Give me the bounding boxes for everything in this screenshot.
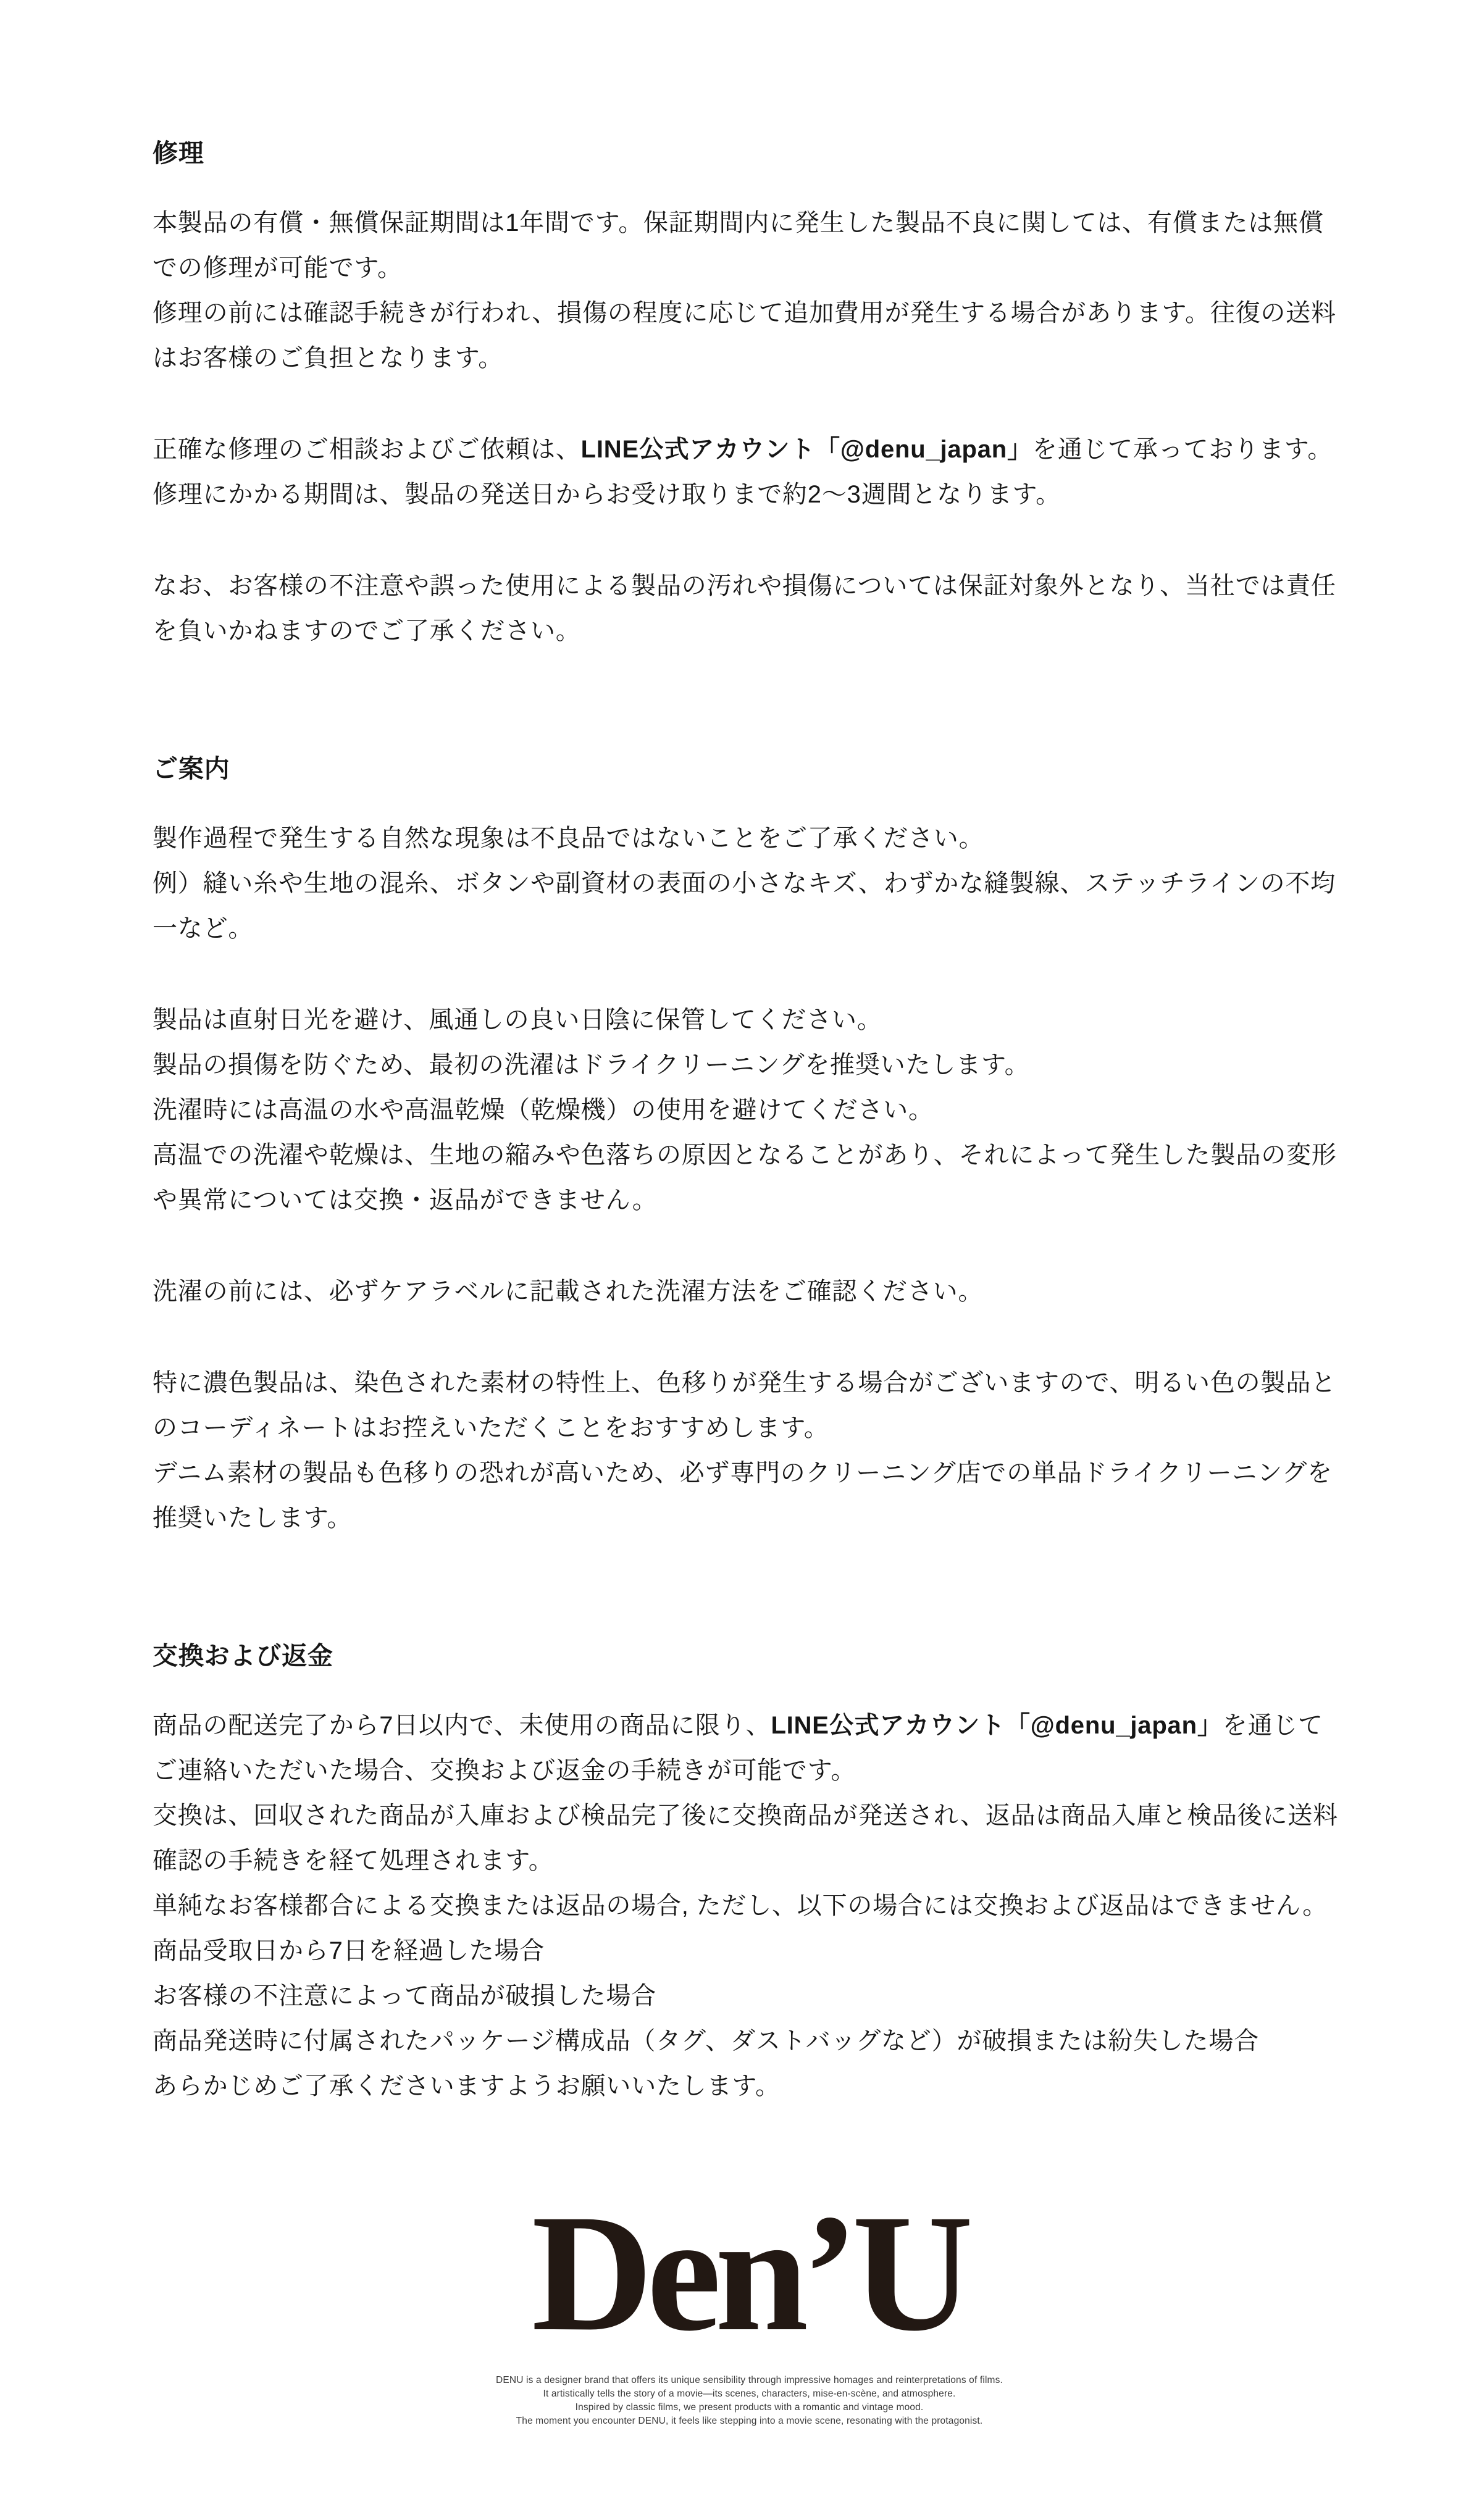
- text-line: 例）縫い糸や生地の混糸、ボタンや副資材の表面の小さなキズ、わずかな縫製線、ステッチラインの不均一など。: [153, 870, 1336, 942]
- text-line: デニム素材の製品も色移りの恐れが高いため、必ず専門のクリーニング店での単品ドライクリーニングを推奨いたします。: [153, 1459, 1333, 1532]
- denu-logo: Den’U: [531, 2180, 968, 2366]
- section-repair: [153, 131, 1346, 654]
- text-line: 修理にかかる期間は、製品の発送日からお受け取りまで約2〜3週間となります。: [153, 481, 1061, 508]
- paragraph-block: [153, 816, 1346, 951]
- section-heading: 交換および返金: [153, 1642, 333, 1670]
- section-heading: 修理: [153, 139, 204, 167]
- line-account-bold: LINE公式アカウント「@denu_japan」: [771, 1712, 1223, 1739]
- text-line: 単純なお客様都合による交換または返品の場合, ただし、以下の場合には交換および返品はできません。: [153, 1892, 1328, 1919]
- tagline-line: The moment you encounter DENU, it feels like stepping into a movie scene, resonating with the protagonist.: [516, 2416, 983, 2426]
- section-guidance: [153, 746, 1346, 1541]
- text-line: 交換は、回収された商品が入庫および検品完了後に交換商品が発送され、返品は商品入庫と検品後に送料確認の手続きを経て処理されます。: [153, 1802, 1338, 1874]
- tagline-line: It artistically tells the story of a movie—its scenes, characters, mise-en-scène, and atmosphere.: [543, 2389, 956, 2399]
- paragraph-block: [153, 1269, 1346, 1314]
- text-segment: を通じてご連絡いただいた場合、交換および返金の手続きが可能です。: [153, 1712, 1323, 1784]
- text-line: 本製品の有償・無償保証期間は1年間です。保証期間内に発生した製品不良に関しては、有償または無償での修理が可能です。: [153, 209, 1324, 282]
- list-item: お客様の不注意によって商品が破損した場合: [153, 1982, 656, 2009]
- text-line: 製品の損傷を防ぐため、最初の洗濯はドライクリーニングを推奨いたします。: [153, 1051, 1030, 1079]
- tagline-line: DENU is a designer brand that offers its unique sensibility through impressive homages and reinterpretations of films.: [496, 2375, 1003, 2385]
- paragraph-block: [153, 201, 1346, 381]
- paragraph-block: [153, 1703, 1346, 2109]
- text-line: あらかじめご了承くださいますようお願いいたします。: [153, 2072, 781, 2100]
- text-segment: 商品の配送完了から7日以内で、未使用の商品に限り、: [153, 1712, 771, 1739]
- list-item: 商品受取日から7日を経過した場合: [153, 1937, 545, 1964]
- paragraph-block: [153, 427, 1346, 517]
- section-exchange-refund: [153, 1633, 1346, 2109]
- text-line: なお、お客様の不注意や誤った使用による製品の汚れや損傷については保証対象外となり、当社では責任を負いかねますのでご了承ください。: [153, 572, 1336, 645]
- text-line: 修理の前には確認手続きが行われ、損傷の程度に応じて追加費用が発生する場合があります。往復の送料はお客様のご負担となります。: [153, 299, 1336, 372]
- text-segment: を通じて承っております。: [1032, 436, 1333, 463]
- brand-taglines: [153, 2374, 1346, 2428]
- text-line: 製品は直射日光を避け、風通しの良い日陰に保管してください。: [153, 1006, 882, 1033]
- tagline-line: Inspired by classic films, we present products with a romantic and vintage mood.: [575, 2402, 924, 2413]
- text-line: 特に濃色製品は、染色された素材の特性上、色移りが発生する場合がございますので、明るい色の製品とのコーディネートはお控えいただくことをおすすめします。: [153, 1369, 1336, 1441]
- text-line: 洗濯時には高温の水や高温乾燥（乾燥機）の使用を避けてください。: [153, 1096, 934, 1124]
- text-line: [153, 427, 1346, 472]
- text-segment: 正確な修理のご相談およびご依頼は、: [153, 436, 581, 463]
- text-line: 高温での洗濯や乾燥は、生地の縮みや色落ちの原因となることがあり、それによって発生した製品の変形や異常については交換・返品ができません。: [153, 1141, 1337, 1214]
- paragraph-block: [153, 1361, 1346, 1541]
- list-item: 商品発送時に付属されたパッケージ構成品（タグ、ダストバッグなど）が破損または紛失した場合: [153, 2027, 1259, 2055]
- line-account-bold: LINE公式アカウント「@denu_japan」: [580, 436, 1032, 463]
- brand-footer: [153, 2180, 1346, 2428]
- text-line: 洗濯の前には、必ずケアラベルに記載された洗濯方法をご確認ください。: [153, 1278, 984, 1305]
- paragraph-block: [153, 998, 1346, 1223]
- section-heading: ご案内: [153, 754, 230, 783]
- text-line: 製作過程で発生する自然な現象は不良品ではないことをご了承ください。: [153, 825, 984, 852]
- text-line: [153, 1703, 1346, 1793]
- paragraph-block: [153, 564, 1346, 654]
